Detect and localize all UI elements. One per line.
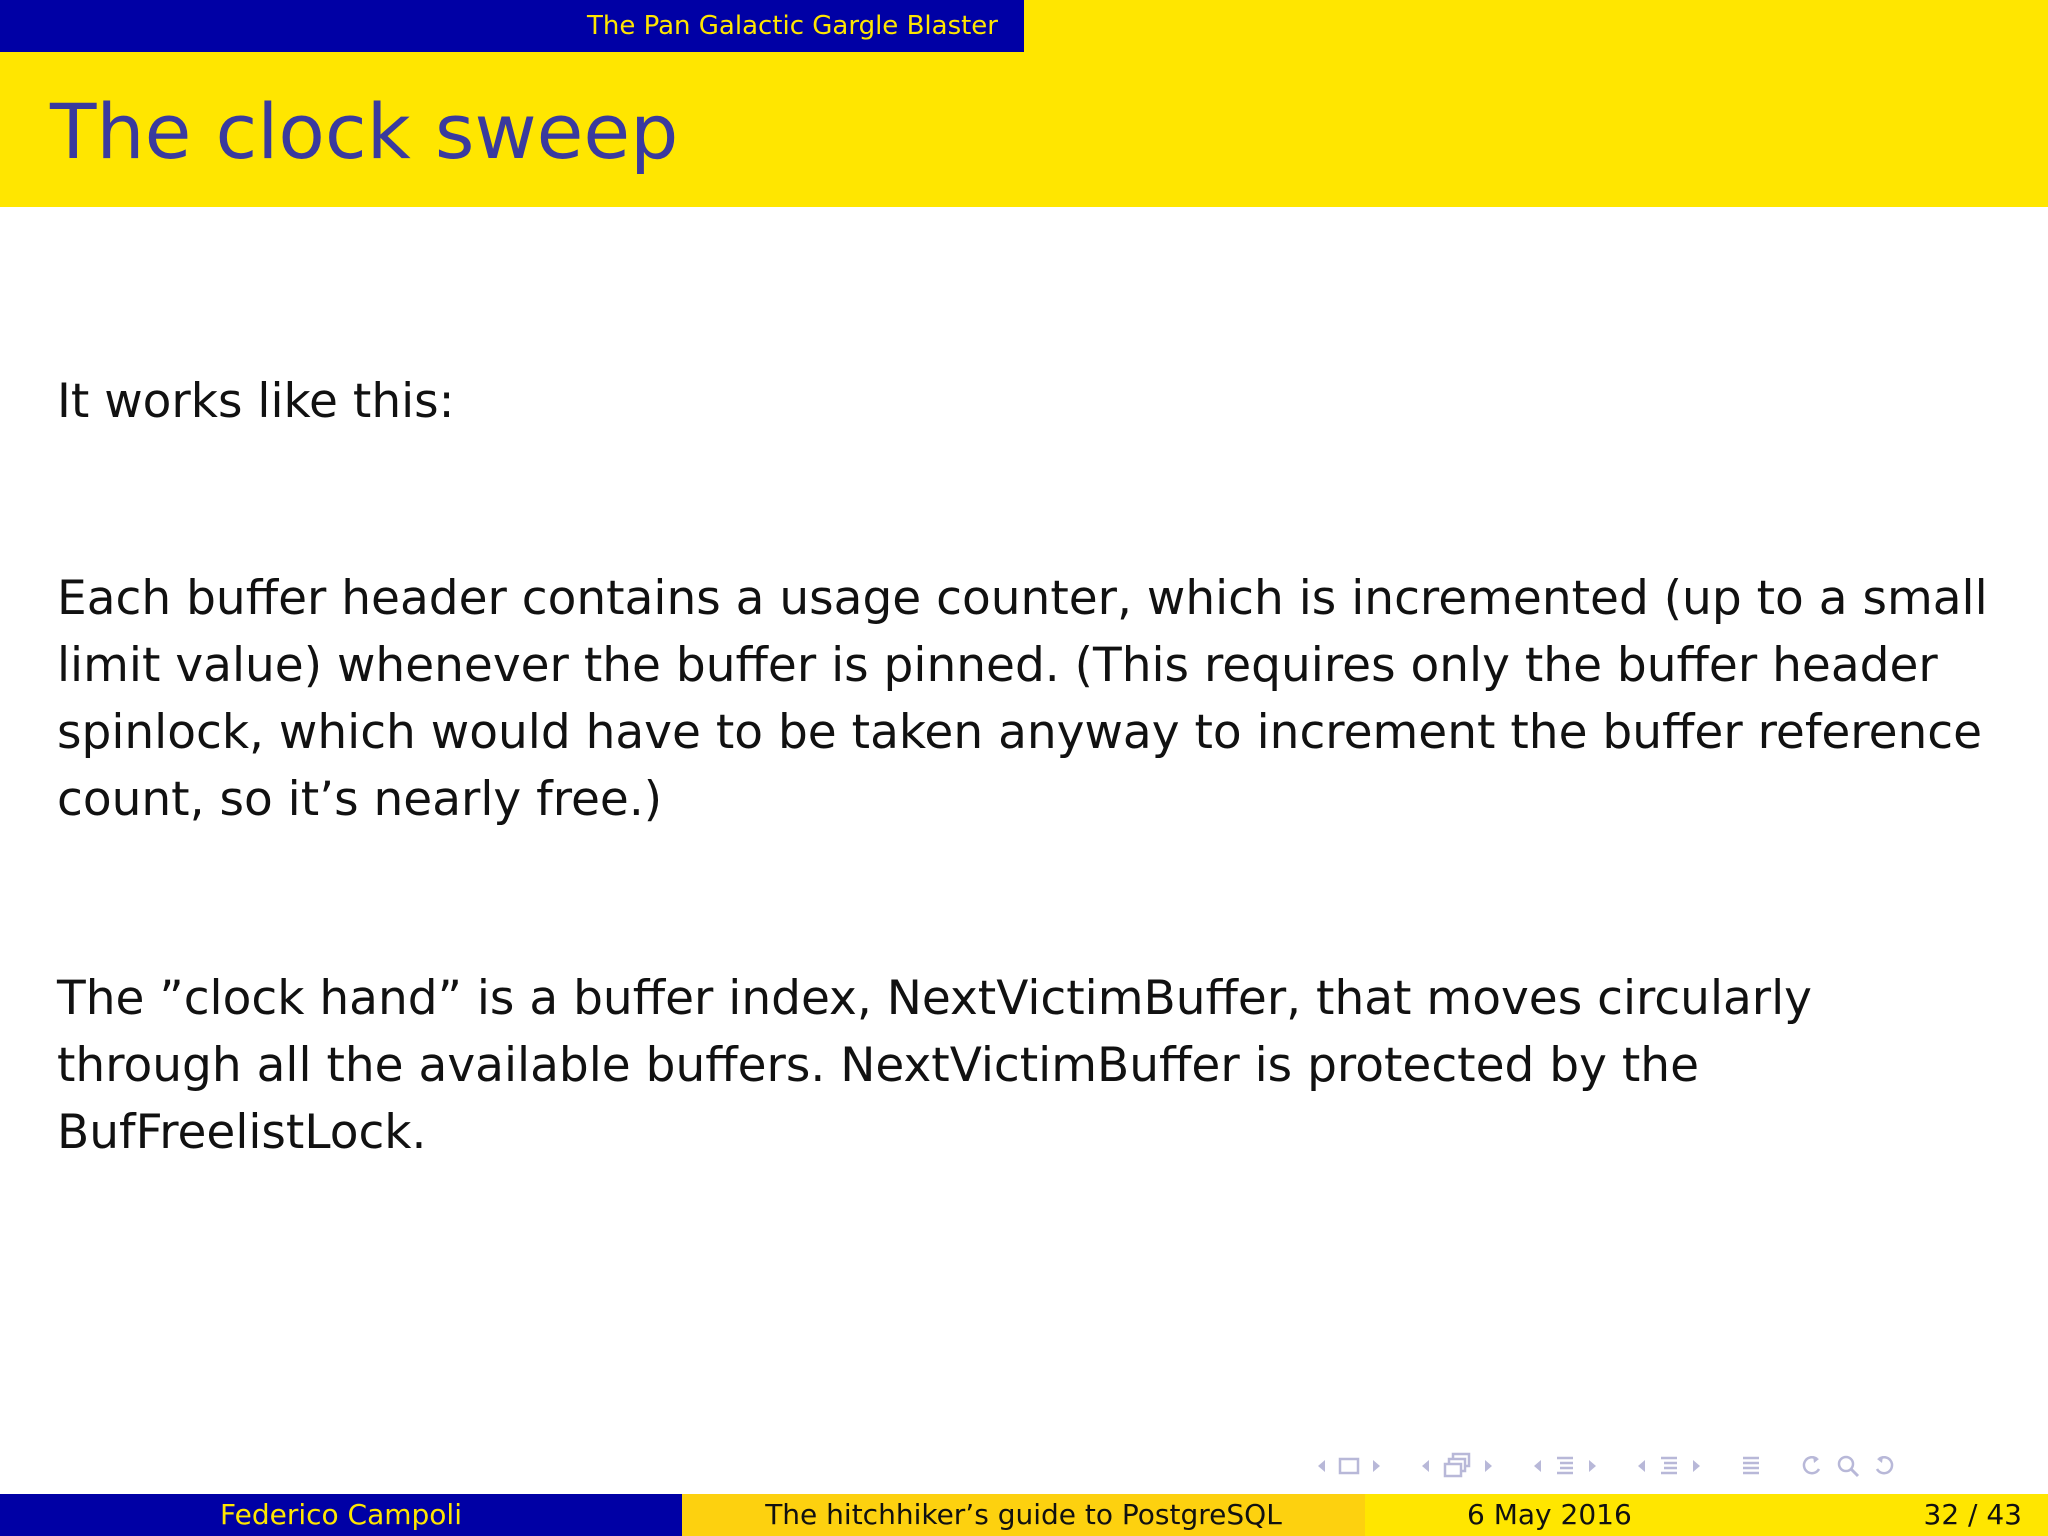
frame-title: The clock sweep: [50, 87, 679, 176]
paragraph-clock-hand: The ”clock hand” is a buffer index, NextVictimBuffer, that moves circularly through all the available buffers. NextVictimBuffer is protected by the BufFreelistLock.: [57, 971, 1812, 1160]
frame-next-icon[interactable]: [1371, 1458, 1383, 1474]
section-title[interactable]: The Pan Galactic Gargle Blaster: [0, 0, 1024, 52]
footer: [0, 1494, 2048, 1536]
section-prev-icon[interactable]: [1531, 1458, 1543, 1474]
subsection-next-icon[interactable]: [1483, 1458, 1495, 1474]
navigation-symbols: [1310, 1448, 1902, 1484]
footer-date-page: [1365, 1494, 2048, 1536]
frame-icon[interactable]: [1337, 1456, 1361, 1476]
document-next-icon[interactable]: [1691, 1458, 1703, 1474]
footer-page-number: 32 / 43: [1923, 1498, 2022, 1531]
search-icon[interactable]: [1835, 1453, 1861, 1479]
paragraph-usage-counter: Each buffer header contains a usage counter, which is incremented (up to a small limit value) whenever the buffer is pinned. (This requires only the buffer header spinlock, which would have to be taken anyway to increment the buffer reference count, so it’s nearly free.): [57, 571, 1988, 827]
section-icon[interactable]: [1553, 1453, 1577, 1479]
footer-author: Federico Campoli: [0, 1494, 682, 1536]
undo-icon[interactable]: [1799, 1453, 1825, 1479]
subsection-prev-icon[interactable]: [1419, 1458, 1431, 1474]
frame-prev-icon[interactable]: [1315, 1458, 1327, 1474]
intro-text: It works like this:: [57, 374, 455, 429]
document-prev-icon[interactable]: [1635, 1458, 1647, 1474]
subsection-icon[interactable]: [1441, 1452, 1473, 1480]
align-icon[interactable]: [1739, 1453, 1763, 1479]
redo-icon[interactable]: [1871, 1453, 1897, 1479]
section-next-icon[interactable]: [1587, 1458, 1599, 1474]
header-bar: [0, 0, 2048, 52]
footer-presentation-title: The hitchhiker’s guide to PostgreSQL: [682, 1494, 1365, 1536]
footer-date: 6 May 2016: [1467, 1498, 1632, 1531]
document-icon[interactable]: [1657, 1453, 1681, 1479]
frame-title-bar: [0, 52, 2048, 207]
